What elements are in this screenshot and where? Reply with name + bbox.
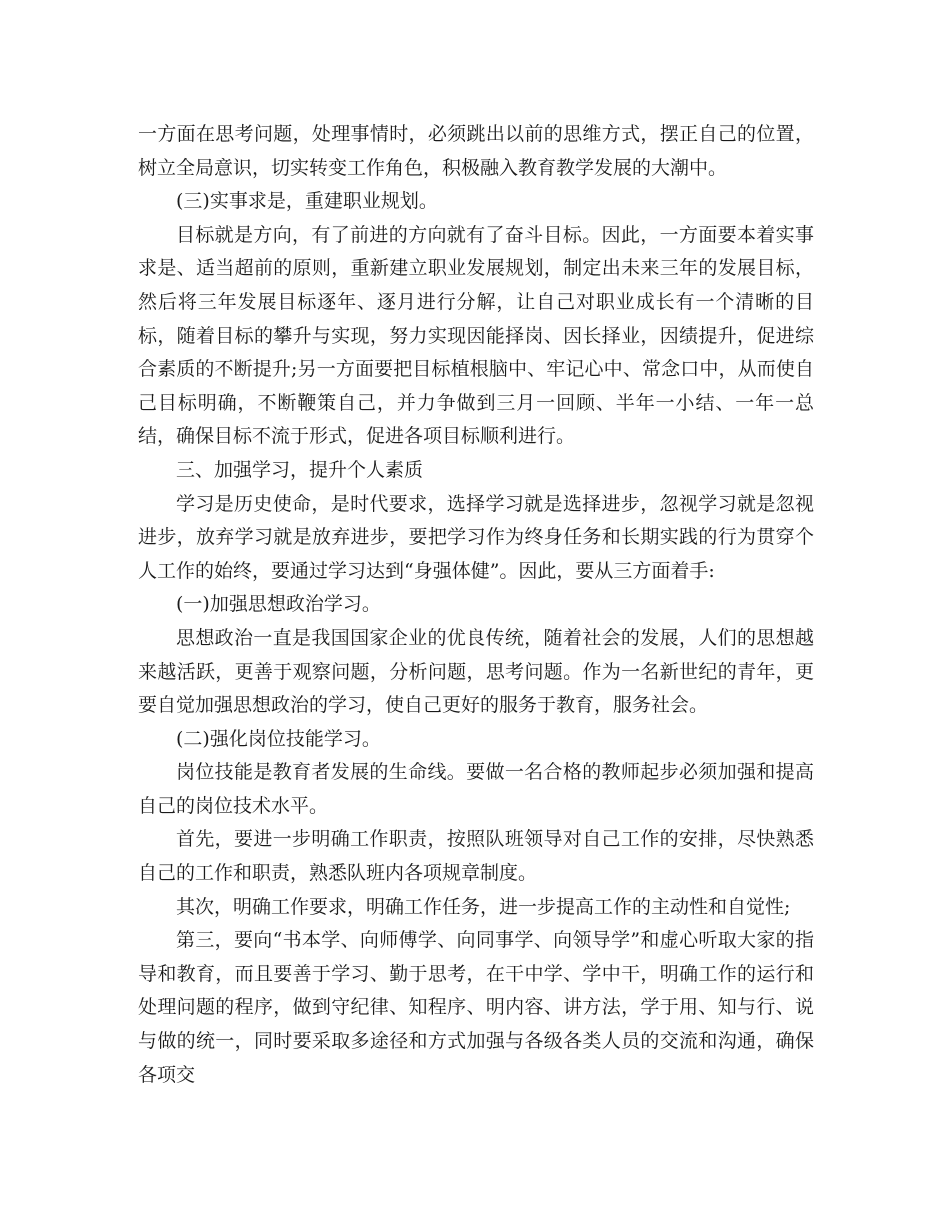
section-heading: (二)强化岗位技能学习。 <box>176 727 381 750</box>
paragraph: 思想政治一直是我国国家企业的优良传统，随着社会的发展，人们的思想越来越活跃，更善于观察问题，分析问题，思考问题。作为一名新世纪的青年，更要自觉加强思想政治的学习，使自己更好的服务于教育，服务社会。 <box>138 626 814 717</box>
paragraph: 一方面在思考问题，处理事情时，必须跳出以前的思维方式，摆正自己的位置，树立全局意识，切实转变工作角色，积极融入教育教学发展的大潮中。 <box>138 123 814 179</box>
paragraph: 岗位技能是教育者发展的生命线。要做一名合格的教师起步必须加强和提高自己的岗位技术水平。 <box>138 761 814 817</box>
section-heading: 三、加强学习，提升个人素质 <box>176 458 424 481</box>
paragraph: 目标就是方向，有了前进的方向就有了奋斗目标。因此，一方面要本着实事求是、适当超前的原则，重新建立职业发展规划，制定出未来三年的发展目标，然后将三年发展目标逐年、逐月进行分解，让自己对职业成长有一个清晰的目标，随着目标的攀升与实现，努力实现因能择岗、因长择业，因绩提升，促进综合素质的不断提升;另一方面要把目标植根脑中、牢记心中、常念口中，从而使自己目标明确，不断鞭策自己，并力争做到三月一回顾、半年一小结、一年一总结，确保目标不流于形式，促进各项目标顺利进行。 <box>138 223 814 448</box>
paragraph: 其次，明确工作要求，明确工作任务，进一步提高工作的主动性和自觉性; <box>176 895 791 918</box>
section-heading: (一)加强思想政治学习。 <box>176 593 381 616</box>
paragraph: 学习是历史使命，是时代要求，选择学习就是选择进步，忽视学习就是忽视进步，放弃学习就是放弃进步，要把学习作为终身任务和长期实践的行为贯穿个人工作的始终，要通过学习达到“身强体健”。因此，要从三方面着手: <box>138 492 814 582</box>
document-body <box>138 118 814 1092</box>
paragraph: 首先，要进一步明确工作职责，按照队班领导对自己工作的安排，尽快熟悉自己的工作和职责，熟悉队班内各项规章制度。 <box>138 828 814 885</box>
section-heading: (三)实事求是，重建职业规划。 <box>176 190 438 213</box>
paragraph: 第三，要向“书本学、向师傅学、向同事学、向领导学”和虚心听取大家的指导和教育，而且要善于学习、勤于思考，在干中学、学中干，明确工作的运行和处理问题的程序，做到守纪律、知程序、明内容、讲方法，学于用、知与行、说与做的统一，同时要采取多途径和方式加强与各级各类人员的交流和沟通，确保各项交 <box>138 929 814 1086</box>
